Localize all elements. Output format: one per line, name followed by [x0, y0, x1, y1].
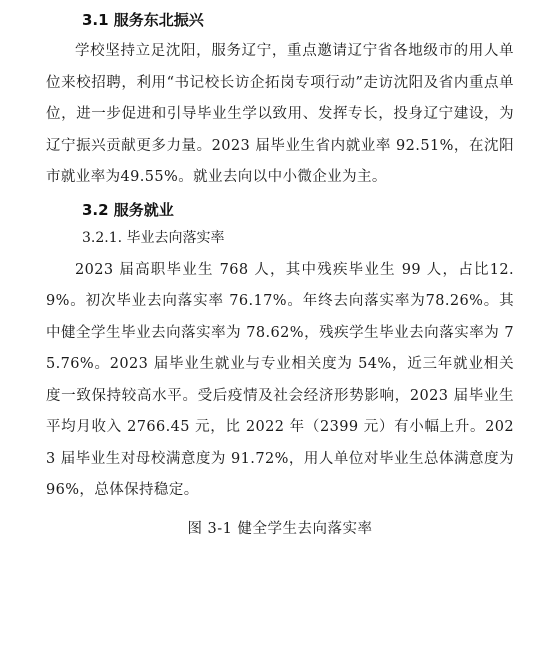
paragraph-northeast-revitalization: 学校坚持立足沈阳，服务辽宁，重点邀请辽宁省各地级市的用人单位来校招聘，利用“书记校长访企拓岗专项行动”走访沈阳及省内重点单位，进一步促进和引导毕业生学以致用、发挥专长，投身辽宁建设，为辽宁振兴贡献更多力量。2023 届毕业生省内就业率 92.51%，在沈阳市就业率为49.55%。就业去向以中小微企业为主。	[46, 43, 514, 185]
section-heading-3-1: 3.1 服务东北振兴	[82, 11, 204, 29]
figure-caption: 图 3-1 健全学生去向落实率	[187, 520, 373, 537]
paragraph-employment-rate: 2023 届高职毕业生 768 人，其中残疾毕业生 99 人，占比12.9%。初次毕业去向落实率 76.17%。年终去向落实率为78.26%。其中健全学生毕业去向落实率为 78.62%，残疾学生毕业去向落实率为 75.76%。2023 届毕业生就业与专业相关度为 54%，近三年就业相关度一致保持较高水平。受后疫情及社会经济形势影响，2023 届毕业生平均月收入 2766.45 元，比 2022 年（2399 元）有小幅上升。2023 届毕业生对母校满意度为 91.72%，用人单位对毕业生总体满意度为 96%，总体保持稳定。	[46, 261, 514, 498]
section-heading-3-2: 3.2 服务就业	[82, 200, 174, 219]
subsection-heading-3-2-1: 3.2.1. 毕业去向落实率	[82, 229, 225, 246]
